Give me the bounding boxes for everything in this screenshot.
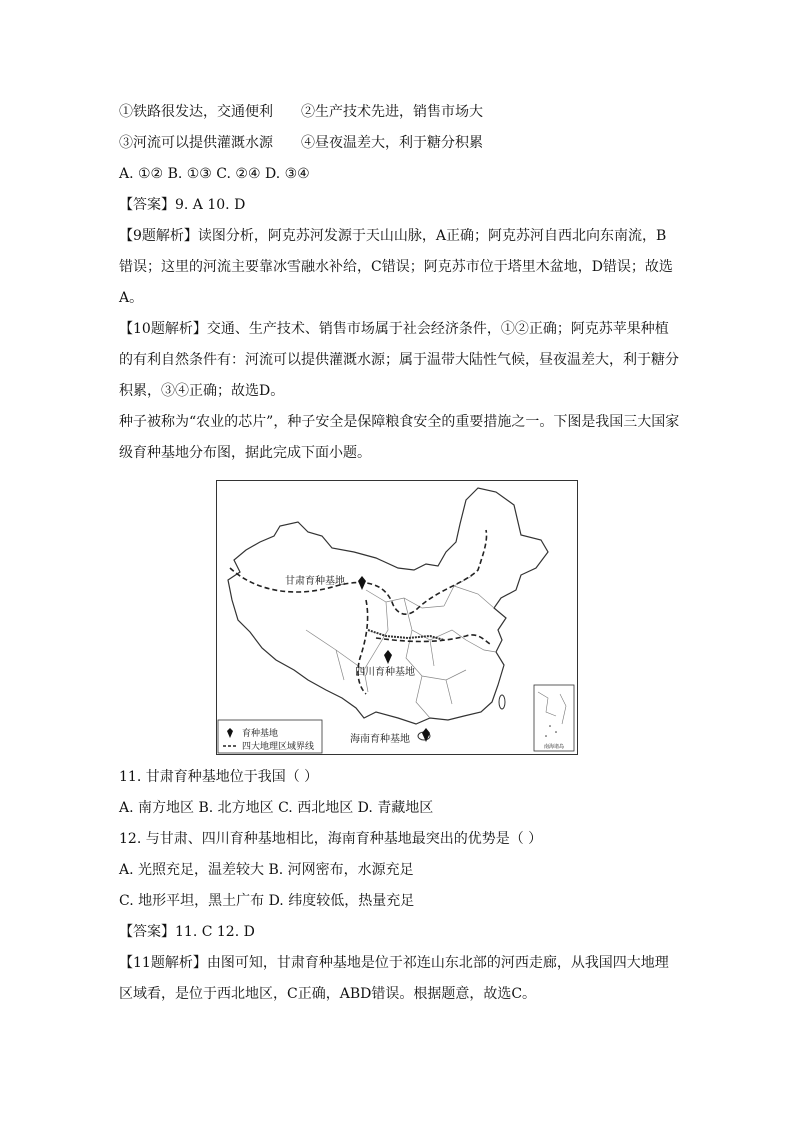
inset-label: 南海诸岛 <box>543 744 565 750</box>
q11-stem: 11. 甘肃育种基地位于我国（ ） <box>119 769 319 785</box>
analysis-9-line-2: 错误；这里的河流主要靠冰雪融水补给，C错误；阿克苏市位于塔里木盆地，D错误；故选 <box>119 259 673 275</box>
analysis-10-line-1: 【10题解析】交通、生产技术、销售市场属于社会经济条件，①②正确；阿克苏苹果种植 <box>119 321 669 337</box>
breeding-base-map <box>216 480 578 755</box>
taiwan-island <box>499 695 505 709</box>
intro-line-1: 种子被称为“农业的芯片”，种子安全是保障粮食安全的重要措施之一。下图是我国三大国家 <box>119 414 680 430</box>
analysis-10-line-3: 积累，③④正确；故选D。 <box>119 383 285 399</box>
q10-option-2: ②生产技术先进，销售市场大 <box>301 104 483 120</box>
intro-line-2: 级育种基地分布图，据此完成下面小题。 <box>119 445 371 461</box>
q10-option-1: ①铁路很发达，交通便利 <box>119 104 273 120</box>
q10-option-3: ③河流可以提供灌溉水源 <box>119 135 273 151</box>
analysis-9-line-1: 【9题解析】读图分析，阿克苏河发源于天山山脉，A正确；阿克苏河自西北向东南流，B <box>119 228 667 244</box>
analysis-10-line-2: 的有利自然条件有：河流可以提供灌溉水源；属于温带大陆性气候，昼夜温差大，利于糖分 <box>119 352 679 368</box>
q10-choices: A. ①② B. ①③ C. ②④ D. ③④ <box>119 166 310 182</box>
q12-stem: 12. 与甘肃、四川育种基地相比，海南育种基地最突出的优势是（ ） <box>119 831 543 847</box>
q10-option-4: ④昼夜温差大，利于糖分积累 <box>301 135 483 151</box>
china-map-figure <box>216 480 578 755</box>
q12-choices-cd: C. 地形平坦，黑土广布 D. 纬度较低，热量充足 <box>119 893 415 909</box>
answer-9-10: 【答案】9. A 10. D <box>119 197 246 213</box>
q10-options-row1 <box>119 102 483 122</box>
q12-choices-ab: A. 光照充足，温差较大 B. 河网密布，水源充足 <box>119 862 414 878</box>
south-china-sea-inset <box>534 685 574 751</box>
analysis-11-line-2: 区域看，是位于西北地区，C正确，ABD错误。根据题意，故选C。 <box>119 986 537 1002</box>
hainan-base-label: 海南育种基地 <box>350 734 410 745</box>
gansu-base-label: 甘肃育种基地 <box>285 576 345 587</box>
legend-boundary-label: 四大地理区域界线 <box>242 742 315 752</box>
analysis-9-line-3: A。 <box>119 290 144 306</box>
q10-options-row2 <box>119 133 483 153</box>
sichuan-base-label: 四川育种基地 <box>355 667 415 678</box>
q11-choices: A. 南方地区 B. 北方地区 C. 西北地区 D. 青藏地区 <box>119 800 434 816</box>
analysis-11-line-1: 【11题解析】由图可知，甘肃育种基地是位于祁连山东北部的河西走廊，从我国四大地理 <box>119 955 669 971</box>
legend-base-label: 育种基地 <box>242 729 279 739</box>
answer-11-12: 【答案】11. C 12. D <box>119 924 255 940</box>
